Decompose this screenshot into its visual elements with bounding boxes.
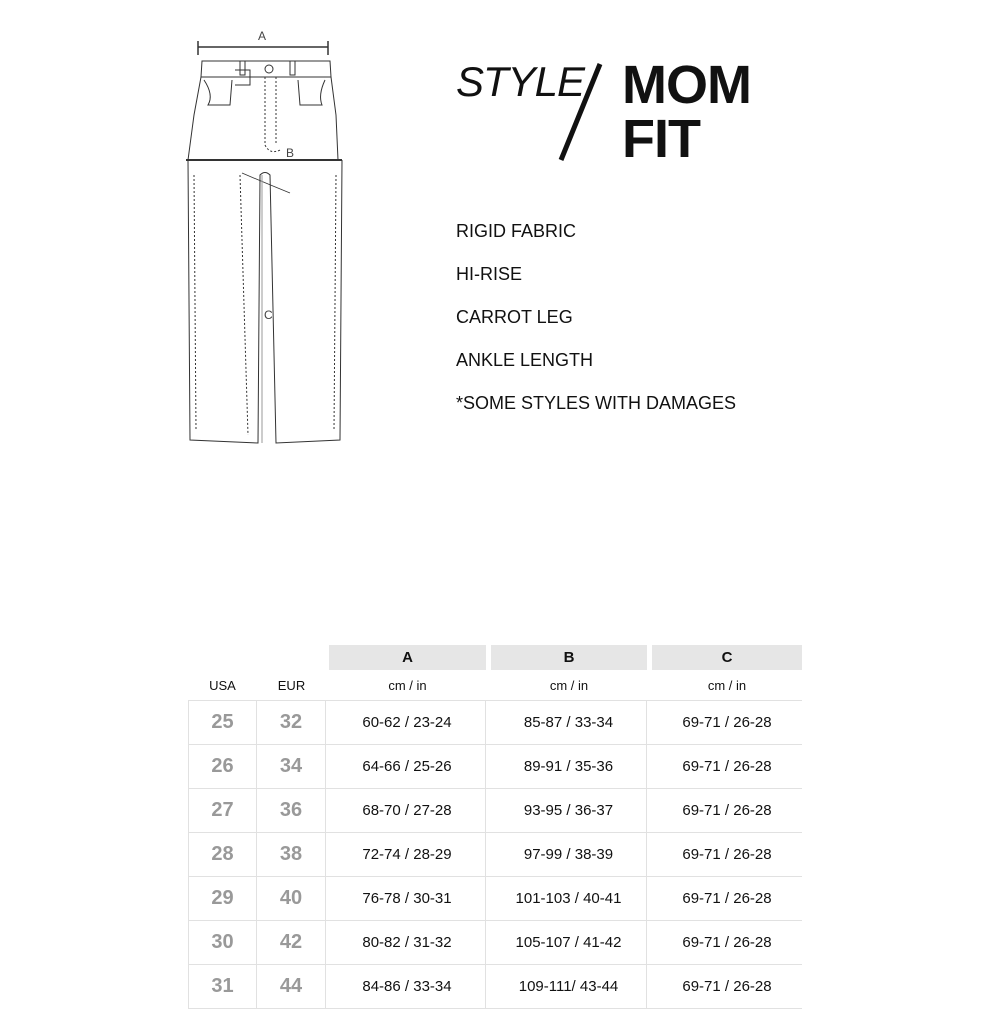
measure-c: 69-71 / 26-28 <box>652 921 802 965</box>
measure-a: 84-86 / 33-34 <box>329 965 486 1009</box>
measure-c: 69-71 / 26-28 <box>652 701 802 745</box>
measure-b: 85-87 / 33-34 <box>491 701 647 745</box>
table-row <box>188 921 802 965</box>
table-row <box>188 877 802 921</box>
eur-size: 34 <box>257 745 326 789</box>
fit-title <box>622 55 751 169</box>
eur-size: 38 <box>257 833 326 877</box>
feature-list <box>456 220 736 435</box>
unit-label-a: cm / in <box>329 670 486 701</box>
feature-item: ANKLE LENGTH <box>456 350 594 370</box>
table-row <box>188 701 802 745</box>
measure-c: 69-71 / 26-28 <box>652 789 802 833</box>
measure-a: 68-70 / 27-28 <box>329 789 486 833</box>
measure-a: 76-78 / 30-31 <box>329 877 486 921</box>
table-row <box>188 745 802 789</box>
measure-b: 101-103 / 40-41 <box>491 877 647 921</box>
measure-a: 64-66 / 25-26 <box>329 745 486 789</box>
measure-b: 97-99 / 38-39 <box>491 833 647 877</box>
measure-c: 69-71 / 26-28 <box>652 745 802 789</box>
eur-size: 42 <box>257 921 326 965</box>
style-label: STYLE <box>456 58 585 105</box>
measure-b: 89-91 / 35-36 <box>491 745 647 789</box>
column-header-usa: USA <box>188 670 257 701</box>
feature-item: CARROT LEG <box>456 307 573 327</box>
slash-divider <box>555 62 605 162</box>
column-header-b: B <box>491 645 647 670</box>
measure-b: 105-107 / 41-42 <box>491 921 647 965</box>
measure-c: 69-71 / 26-28 <box>652 965 802 1009</box>
column-header-eur: EUR <box>257 670 326 701</box>
diagram-label-b: B <box>286 146 295 160</box>
fit-title-line1: MOM <box>622 55 751 115</box>
usa-size: 30 <box>188 921 257 965</box>
eur-size: 36 <box>257 789 326 833</box>
usa-size: 31 <box>188 965 257 1009</box>
unit-label-b: cm / in <box>491 670 647 701</box>
column-header-a: A <box>329 645 486 670</box>
feature-item: RIGID FABRIC <box>456 221 577 241</box>
measure-b: 93-95 / 36-37 <box>491 789 647 833</box>
unit-label-c: cm / in <box>652 670 802 701</box>
table-row <box>188 965 802 1009</box>
measure-b: 109-111/ 43-44 <box>491 965 647 1009</box>
diagram-label-a: A <box>258 29 267 43</box>
jeans-diagram <box>180 25 360 450</box>
diagram-label-c: C <box>264 308 273 322</box>
usa-size: 29 <box>188 877 257 921</box>
eur-size: 40 <box>257 877 326 921</box>
table-row <box>188 833 802 877</box>
feature-item: *SOME STYLES WITH DAMAGES <box>456 393 737 413</box>
measure-a: 80-82 / 31-32 <box>329 921 486 965</box>
usa-size: 26 <box>188 745 257 789</box>
eur-size: 44 <box>257 965 326 1009</box>
usa-size: 27 <box>188 789 257 833</box>
feature-item: HI-RISE <box>456 264 523 284</box>
measure-a: 72-74 / 28-29 <box>329 833 486 877</box>
fit-title-line2: FIT <box>622 109 700 169</box>
measure-c: 69-71 / 26-28 <box>652 877 802 921</box>
column-header-c: C <box>652 645 802 670</box>
size-table <box>188 645 802 1009</box>
eur-size: 32 <box>257 701 326 745</box>
measure-c: 69-71 / 26-28 <box>652 833 802 877</box>
usa-size: 25 <box>188 701 257 745</box>
measure-a: 60-62 / 23-24 <box>329 701 486 745</box>
usa-size: 28 <box>188 833 257 877</box>
table-row <box>188 789 802 833</box>
